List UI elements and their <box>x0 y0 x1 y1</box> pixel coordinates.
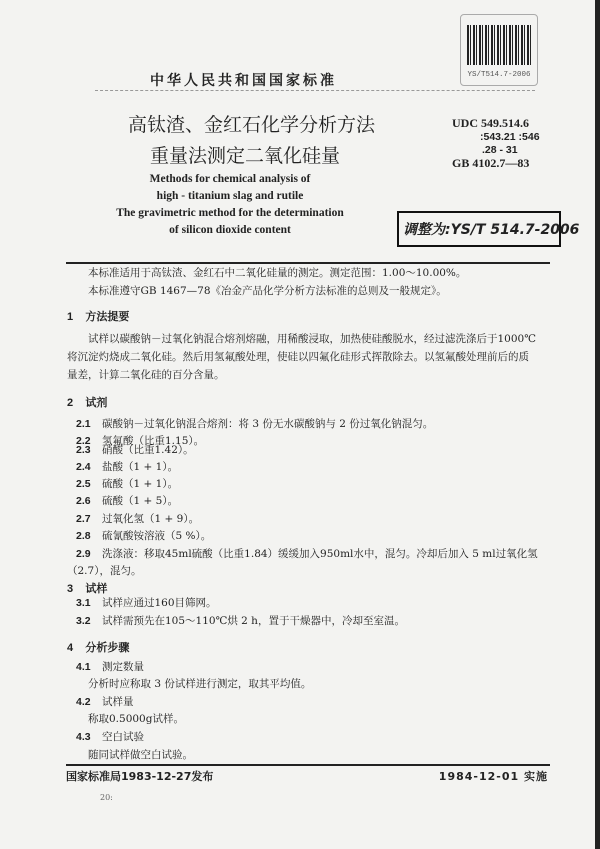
reagent-item <box>76 529 211 543</box>
item-number: 2.1 <box>76 418 91 430</box>
sample-item <box>76 614 405 628</box>
udc-line1: UDC 549.514.6 <box>452 116 529 130</box>
barcode-label <box>460 14 538 86</box>
item-number: 2.5 <box>76 478 91 490</box>
scan-edge <box>595 0 600 849</box>
item-number: 3.2 <box>76 615 91 627</box>
adjustment-stamp <box>397 211 580 247</box>
section-2-heading <box>67 394 107 410</box>
title-cn-line2: 重量法测定二氧化硅量 <box>150 145 341 167</box>
procedure-item <box>76 695 134 709</box>
reagent-item <box>76 477 178 491</box>
barcode-code: YS/T514.7-2006 <box>467 71 531 79</box>
section-number: 1 <box>67 311 74 323</box>
item-text: 洗涤液：移取45ml硫酸（比重1.84）缓缓加入950ml水中，混匀。冷却后加入 5 ml过氧化氢 <box>102 548 538 560</box>
procedure-body: 随同试样做空白试验。 <box>88 749 193 761</box>
item-text: 试样量 <box>102 696 134 708</box>
barcode-icon <box>467 25 531 65</box>
item-number: 2.6 <box>76 495 91 507</box>
section-number: 4 <box>67 642 74 654</box>
reagent-item <box>76 417 433 431</box>
item-number: 4.2 <box>76 696 91 708</box>
reagent-item <box>76 443 194 457</box>
section-3-heading <box>67 580 107 596</box>
item-text: 硝酸（比重1.42）。 <box>102 444 194 456</box>
item-text: 测定数量 <box>102 661 144 673</box>
intro-line2: 本标准遵守GB 1467—78《冶金产品化学分析方法标准的总则及一般规定》。 <box>88 285 447 297</box>
s1-para-line1: 试样以碳酸钠－过氧化钠混合熔剂熔融，用稀酸浸取，加热使硅酸脱水，经过滤洗涤后于1000℃ <box>88 333 536 345</box>
header-dashed-line <box>95 90 535 91</box>
item-number: 2.4 <box>76 461 91 473</box>
section-title: 试样 <box>85 583 108 595</box>
item-text: 硫酸（1 + 5）。 <box>102 495 179 507</box>
udc-line3: .28 - 31 <box>482 144 518 156</box>
sample-item <box>76 596 217 610</box>
item-number: 2.2 <box>76 435 91 447</box>
reagent-item <box>76 494 178 508</box>
issued-date: 国家标准局1983-12-27发布 <box>66 770 214 783</box>
procedure-item <box>76 660 144 674</box>
reagent-item <box>76 512 199 526</box>
title-en-line3: The gravimetric method for the determination <box>116 207 344 219</box>
item-text: 试样需预先在105～110℃烘 2 h，置于干燥器中，冷却至室温。 <box>102 615 405 627</box>
s1-para-line3: 量差，计算二氧化硅的百分含量。 <box>67 369 225 381</box>
section-number: 3 <box>67 583 74 595</box>
item-text: 硫氰酸铵溶液（5 %）。 <box>102 530 212 542</box>
section-number: 2 <box>67 397 74 409</box>
title-en-line4: of silicon dioxide content <box>169 224 291 236</box>
title-en-line1: Methods for chemical analysis of <box>149 173 311 185</box>
item-number: 2.3 <box>76 444 91 456</box>
item-number: 2.7 <box>76 513 91 525</box>
procedure-item <box>76 730 144 744</box>
item-text: 碳酸钠－过氧化钠混合熔剂：将 3 份无水碳酸钠与 2 份过氧化钠混匀。 <box>102 418 434 430</box>
udc-line2: :543.21 :546 <box>480 131 540 143</box>
item-number: 4.3 <box>76 731 91 743</box>
item-number: 2.9 <box>76 548 91 560</box>
title-en-line2: high - titanium slag and rutile <box>156 190 304 202</box>
intro-line1: 本标准适用于高钛渣、金红石中二氧化硅量的测定。测定范围：1.00～10.00%。 <box>88 267 467 279</box>
top-rule <box>66 262 550 264</box>
section-4-heading <box>67 639 129 655</box>
s1-para-line2: 将沉淀灼烧成二氧化硅。然后用氢氟酸处理，使硅以四氟化硅形式挥散除去。以氢氟酸处理前后的质 <box>67 351 529 363</box>
item-text: 空白试验 <box>102 731 144 743</box>
item-number: 4.1 <box>76 661 91 673</box>
section-title: 方法提要 <box>85 311 130 323</box>
procedure-body: 称取0.5000g试样。 <box>88 713 184 725</box>
item-text: 氢氟酸（比重1.15）。 <box>102 435 205 447</box>
reagent-item <box>76 460 178 474</box>
item-number: 3.1 <box>76 597 91 609</box>
page-number: 20: <box>100 793 113 802</box>
section-title: 分析步骤 <box>85 642 130 654</box>
section-1-heading <box>67 308 129 324</box>
item-number: 2.8 <box>76 530 91 542</box>
bottom-rule <box>66 764 550 766</box>
section-title: 试剂 <box>85 397 108 409</box>
effective-date: 1984-12-01 实施 <box>438 770 548 783</box>
item-text: 试样应通过160目筛网。 <box>102 597 217 609</box>
procedure-body: 分析时应称取 3 份试样进行测定，取其平均值。 <box>88 678 312 690</box>
national-standard-header: 中华人民共和国国家标准 <box>150 73 337 89</box>
title-cn-line1: 高钛渣、金红石化学分析方法 <box>128 114 376 136</box>
gb-code: GB 4102.7—83 <box>452 156 530 170</box>
reagent-item-continuation: （2.7），混匀。 <box>67 565 142 577</box>
item-text: 过氧化氢（1 + 9）。 <box>102 513 200 525</box>
item-text: 盐酸（1 + 1）。 <box>102 461 179 473</box>
stamp-text: 调整为:YS/T 514.7-2006 <box>403 222 580 238</box>
reagent-item <box>76 547 538 561</box>
item-text: 硫酸（1 + 1）。 <box>102 478 179 490</box>
